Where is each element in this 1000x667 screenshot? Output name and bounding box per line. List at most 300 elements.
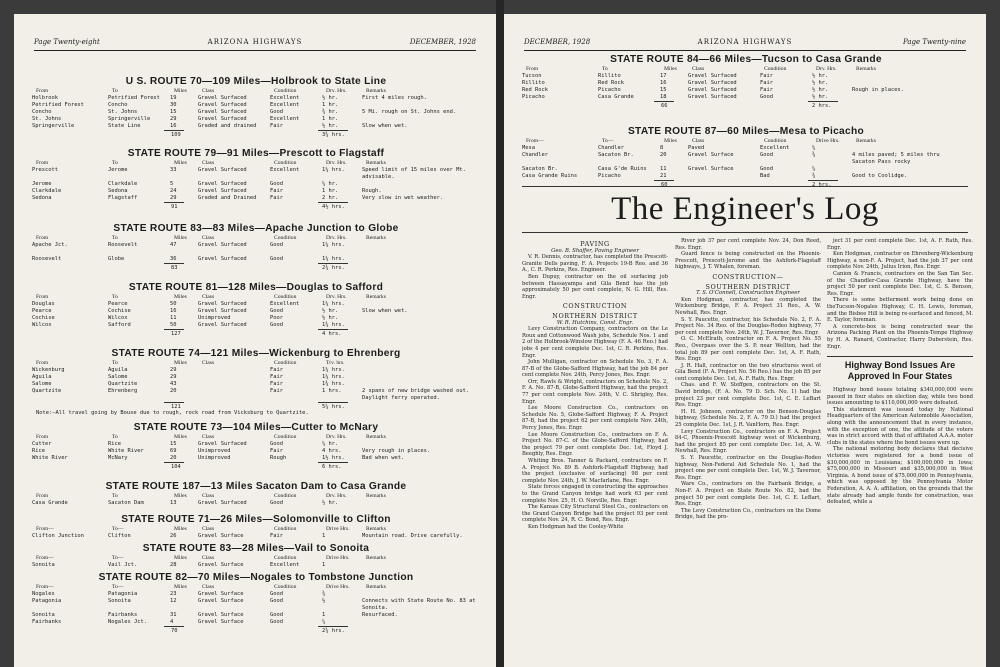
- route-cell: Good: [270, 308, 283, 314]
- route-cell: Casa G'de Ruins: [598, 166, 647, 172]
- header-cell: Condition: [274, 360, 297, 366]
- article-paragraph: S. Y. Paucette, contractor, his Schedule No. 2, F. A. Project No. 34 Reo. of the Douglas-Rodeo highway, 77 per cent complete Nov. 24th, W. J. Tavernor, Res. Engr.: [675, 316, 821, 336]
- route-cell: Fairbanks: [32, 619, 62, 625]
- header-cell: From: [36, 88, 49, 94]
- route-cell: Quartzite: [32, 388, 62, 394]
- route-row: [522, 159, 970, 166]
- route-cell: Paved: [688, 145, 705, 151]
- route-cell: Sacaton Br.: [598, 152, 634, 158]
- article-paragraph: The national motoring body declares that decisive victories were registered for a bond issue of $30,000,000 in Louisiana; $100,000,000 in Iowa; $75,000,000 in Missouri and $35,000,000 in West Virginia. A bond issue of $75,000,000 in Pennsylvania, which was opposed by the Pennsylvania Motor Federation, A. A. A. affiliation, on the grounds that the state already had ample funds for construction, was defeated, while a: [827, 446, 973, 506]
- header-cell: Condition: [274, 526, 297, 532]
- route-cell: Good: [760, 152, 773, 158]
- route-row: [32, 315, 480, 322]
- route-row: [32, 448, 480, 455]
- route-cell: Globe: [108, 256, 125, 262]
- route-cell: 1¼ hrs.: [322, 301, 345, 307]
- route-cell: Bad when wet.: [362, 455, 405, 461]
- route-cell: Resurfaced.: [362, 612, 398, 618]
- route-row: [522, 94, 970, 101]
- header-cell: Remarks: [366, 493, 386, 499]
- route-row: [32, 500, 480, 507]
- route-cell: Wilcox: [32, 322, 52, 328]
- route-cell: Nogales Jct.: [108, 619, 147, 625]
- total-miles: 127: [171, 331, 181, 337]
- route-cell: Slow when wet.: [362, 308, 408, 314]
- header-cell: To: [602, 66, 608, 72]
- route-cell: Casa Grande Ruins: [522, 173, 578, 179]
- route-cell: Rough in places.: [852, 87, 904, 93]
- header-cell: Miles: [174, 526, 187, 532]
- route-cell: 16: [170, 123, 177, 129]
- route-cell: ½ hr.: [812, 87, 829, 93]
- route-cell: 23: [170, 591, 177, 597]
- route-cell: Good: [270, 612, 283, 618]
- route-cell: ¾: [322, 591, 326, 597]
- header-cell: Condition: [274, 235, 297, 241]
- header-cell: Class: [202, 526, 215, 532]
- route-cell: Gravel Surface: [688, 166, 734, 172]
- route-cell: 1¾ hrs.: [322, 322, 345, 328]
- route-cell: 5: [170, 181, 174, 187]
- header-cell: To: [112, 294, 118, 300]
- total-miles: 109: [171, 132, 181, 138]
- header-cell: Remarks: [366, 294, 386, 300]
- total-miles: 70: [171, 628, 178, 634]
- route-header-row: [32, 584, 480, 591]
- article-paragraph: John Mulligan, contractor on Schedule No. 3, F. A. 87-B of the Globe-Safford Highway, had the job 84 per cent complete Nov. 24th, Percy Jones, Res. Engr.: [522, 359, 668, 379]
- route-cell: Sonoita: [32, 562, 55, 568]
- route-cell: Fair: [270, 374, 283, 380]
- route-cell: Very rough in places.: [362, 448, 431, 454]
- route-row: [32, 322, 480, 329]
- header-cell: Class: [202, 493, 215, 499]
- route-cell: Springerville: [32, 123, 75, 129]
- route-cell: St. Johns: [108, 109, 138, 115]
- route-cell: 69: [170, 448, 177, 454]
- route-cell: Chandler: [522, 152, 548, 158]
- route-row: [32, 249, 480, 256]
- route-header-row: [522, 66, 970, 73]
- route-cell: 1½ hrs.: [322, 455, 345, 461]
- header-cell: To: [112, 235, 118, 241]
- route-cell: 29: [170, 374, 177, 380]
- route-row: [32, 381, 480, 388]
- route-cell: Roosevelt: [108, 242, 138, 248]
- left-route-3: [32, 282, 480, 337]
- route-total-row: [32, 130, 480, 138]
- route-header-row: [32, 160, 480, 167]
- route-row: [522, 152, 970, 159]
- header-cell: Miles: [174, 88, 187, 94]
- route-row: [32, 102, 480, 109]
- route-cell: 47: [170, 242, 177, 248]
- route-cell: Fair: [760, 80, 773, 86]
- engineers-log-title: The Engineer's Log: [611, 191, 879, 227]
- route-header-row: [32, 294, 480, 301]
- route-cell: 36: [170, 256, 177, 262]
- route-cell: Clarkdale: [32, 188, 62, 194]
- article-paragraph: V. R. Dennis, contractor, has completed the Prescott-Granite Dells paving, F. A. Projects 19-B Reo. and 36 A., C. R. Perkins, Res. Engineer.: [522, 254, 668, 274]
- right-page: [504, 14, 986, 667]
- total-miles: 60: [661, 182, 668, 188]
- route-cell: Prescott: [32, 167, 58, 173]
- route-cell: 2 hr.: [322, 195, 339, 201]
- route-cell: Safford: [108, 322, 131, 328]
- route-total-row: [32, 263, 480, 271]
- article-paragraph: A concrete-box is being constructed near the Arizona Packing Plant on the Phoenix-Tempe Highway by H. A. Ranard, Contractor, Harry Duberstein, Res. Engr.: [827, 323, 973, 350]
- route-cell: Sonoita: [108, 598, 131, 604]
- header-cell: Miles: [664, 138, 677, 144]
- header-cell: From: [36, 160, 49, 166]
- route-title: STATE ROUTE 82—70 Miles—Nogales to Tombstone Junction: [98, 572, 414, 583]
- left-page-number: Page Twenty-eight: [34, 38, 100, 46]
- route-cell: Slow when wet.: [362, 123, 408, 129]
- route-row: [32, 167, 480, 174]
- route-cell: ½: [322, 598, 326, 604]
- route-cell: Clifton Junction: [32, 533, 84, 539]
- route-cell: Salome: [108, 374, 128, 380]
- route-row: [32, 123, 480, 130]
- route-total-row: [32, 402, 480, 410]
- route-cell: Fair: [270, 195, 283, 201]
- route-cell: ¼ hr.: [322, 441, 339, 447]
- route-cell: 5 Mi. rough on St. Johns end.: [362, 109, 457, 115]
- header-cell: Miles: [174, 555, 187, 561]
- article-paragraph: There is some betterment work being done on theTucson-Nogales Highway, C. H. Lewis, foreman, and the Bisbee Hill is being re-surfaced and fenced, M. E. Taylor, foreman.: [827, 297, 973, 324]
- route-header-row: [32, 360, 480, 367]
- route-cell: Excellent: [270, 301, 300, 307]
- header-cell: From—: [36, 526, 54, 532]
- article-paragraph: Whiting Bros. Tanner & Packard, contractors on F. A. Project No. 89 B. Ashfork-Flagstaff Highway, had the project (exclusive of surfacing) 98 per cent complete Nov. 24th, J. W. Macfarlane, Res. Engr.: [522, 458, 668, 484]
- header-cell: Drv. Hrs.: [816, 66, 837, 72]
- route-cell: Nogales: [32, 591, 55, 597]
- left-route-8: [32, 543, 480, 569]
- header-cell: Trv. hrs.: [326, 360, 345, 366]
- route-total-row: [32, 202, 480, 210]
- route-cell: Good: [270, 242, 283, 248]
- route-cell: State Line: [108, 123, 141, 129]
- header-cell: Condition: [274, 434, 297, 440]
- section-heading: SOUTHERN DISTRICT: [705, 282, 791, 291]
- route-cell: Sonoita: [32, 612, 55, 618]
- route-cell: Graded and drained: [198, 123, 257, 129]
- header-cell: Remarks: [366, 434, 386, 440]
- right-route-1: [522, 126, 970, 188]
- article-paragraph: Ben Dupuy, contractor on the oil surfacing job between Hassayampa and Gila Bend has the job approximately 50 per cent complete, N. G. Hill, Res. Engr.: [522, 273, 668, 300]
- section-heading: CONSTRUCTION: [562, 302, 628, 311]
- total-miles: 66: [661, 103, 668, 109]
- route-cell: Gravel Surfaced: [198, 188, 247, 194]
- route-row: [32, 533, 480, 540]
- header-cell: Condition: [764, 138, 787, 144]
- header-cell: Class: [692, 66, 705, 72]
- route-cell: 28: [170, 562, 177, 568]
- left-route-0: [32, 76, 480, 138]
- header-cell: Miles: [174, 360, 187, 366]
- route-cell: Gravel Surface: [198, 533, 244, 539]
- route-row: [32, 455, 480, 462]
- route-row: [32, 256, 480, 263]
- route-cell: Graded and Drained: [198, 195, 257, 201]
- route-cell: ½ hr.: [322, 95, 339, 101]
- route-cell: Picacho: [598, 173, 621, 179]
- route-cell: 33: [170, 167, 177, 173]
- route-cell: 20: [170, 455, 177, 461]
- header-cell: To: [112, 434, 118, 440]
- route-header-row: [32, 434, 480, 441]
- header-cell: Miles: [174, 584, 187, 590]
- header-cell: Class: [202, 434, 215, 440]
- route-title: STATE ROUTE 79—91 Miles—Prescott to Flagstaff: [127, 148, 385, 159]
- header-cell: Remarks: [856, 66, 876, 72]
- article-paragraph: Ken Hodgman had the Cooley-White: [528, 523, 624, 530]
- route-row: [32, 388, 480, 395]
- route-cell: Good: [270, 500, 283, 506]
- route-cell: Fair: [270, 388, 283, 394]
- route-row: [32, 598, 480, 605]
- left-magazine-name: ARIZONA HIGHWAYS: [207, 38, 303, 46]
- route-cell: Apache Jct.: [32, 242, 68, 248]
- route-cell: Sacaton Br.: [522, 166, 558, 172]
- route-cell: 16: [170, 308, 177, 314]
- route-cell: Gravel Surfaced: [198, 322, 247, 328]
- route-cell: ¾ hr.: [322, 109, 339, 115]
- route-cell: Gravel Surfaced: [198, 242, 247, 248]
- route-cell: advisable.: [362, 174, 395, 180]
- route-cell: Good: [270, 322, 283, 328]
- header-cell: Miles: [174, 493, 187, 499]
- article-paragraph: The Levy Construction Co., contractors on the Dome Bridge, had the pro-: [675, 507, 821, 521]
- route-row: [32, 116, 480, 123]
- route-cell: Petrified Forest: [108, 95, 160, 101]
- header-cell: From: [36, 493, 49, 499]
- route-cell: Sedona: [108, 188, 128, 194]
- route-cell: ¼: [812, 145, 816, 151]
- route-row: [32, 188, 480, 195]
- route-row: [32, 109, 480, 116]
- route-cell: Sacaton Pass rocky: [852, 159, 911, 165]
- section-heading: CONSTRUCTION—: [712, 272, 784, 281]
- header-cell: Drv. Hrs.: [326, 160, 347, 166]
- header-cell: Drive Hrs.: [326, 584, 350, 590]
- route-cell: Gravel Surfaced: [198, 301, 247, 307]
- header-cell: Class: [202, 360, 215, 366]
- route-cell: 11: [660, 166, 667, 172]
- article-paragraph: The Kansas City Structural Steel Co., contractors on the Grand Canyon Bridge had the project 93 per cent complete Nov. 24, R. C. Bond, Res. Engr.: [522, 504, 668, 524]
- route-row: [32, 181, 480, 188]
- header-cell: Miles: [174, 434, 187, 440]
- route-cell: Excellent: [270, 167, 300, 173]
- route-cell: 1: [322, 562, 326, 568]
- header-cell: Class: [202, 88, 215, 94]
- section-heading: NORTHERN DISTRICT: [552, 311, 638, 320]
- route-cell: 50: [170, 301, 177, 307]
- route-cell: Fair: [270, 448, 283, 454]
- route-row: [32, 591, 480, 598]
- route-cell: Rillito: [522, 80, 545, 86]
- route-cell: 8: [660, 145, 664, 151]
- article-paragraph: River job 37 per cent complete Nov. 24, Don Reed, Res. Engr.: [675, 238, 821, 251]
- route-title: U S. ROUTE 70—109 Miles—Holbrook to State Line: [125, 76, 387, 87]
- route-title: STATE ROUTE 71—26 Miles—Solomonville to Clifton: [121, 514, 391, 525]
- route-cell: Petrified Forest: [32, 102, 84, 108]
- route-cell: Poor: [270, 315, 283, 321]
- header-cell: Remarks: [856, 138, 876, 144]
- left-route-4: [32, 348, 480, 417]
- route-cell: Gravel Surfaced: [688, 87, 737, 93]
- route-cell: 29: [170, 367, 177, 373]
- route-cell: Gravel Surfaced: [198, 167, 247, 173]
- article-column-2: [675, 238, 821, 667]
- route-cell: ¼: [322, 619, 326, 625]
- header-cell: From—: [36, 584, 54, 590]
- route-cell: 1 hr.: [322, 116, 339, 122]
- route-cell: 1 hr.: [322, 188, 339, 194]
- header-cell: Condition: [274, 294, 297, 300]
- header-cell: Condition: [274, 493, 297, 499]
- header-cell: Remarks: [366, 88, 386, 94]
- route-cell: Fair: [760, 87, 773, 93]
- article-paragraph: Lee Moore Construction Co., contractors on F. A. Project No. 87-C. of the Globe-Safford Highway, had the project 79 per cent complete Dec. 1st, Floyd J. Beeghly, Res. Engr.: [522, 431, 668, 458]
- route-cell: 1¼ hrs.: [322, 256, 345, 262]
- route-row: [522, 87, 970, 94]
- route-cell: 13: [170, 500, 177, 506]
- route-cell: 1: [322, 612, 326, 618]
- route-title: STATE ROUTE 74—121 Miles—Wickenburg to Ehrenberg: [111, 348, 401, 359]
- right-issue-date: DECEMBER, 1928: [524, 38, 591, 46]
- route-note: Note:—All travel going by Bouse due to rough, rock road from Vicksburg to Quartzite.: [36, 410, 309, 416]
- route-cell: Gravel Surface: [198, 598, 244, 604]
- route-cell: Cochise: [32, 315, 55, 321]
- header-cell: Drv. Hrs.: [326, 294, 347, 300]
- article-paragraph: S. Y. Paucette, contractor on the Douglas-Rodeo highway, Non-Federal Aid Schedule No. 1, had the project one per cent complete Dec. 1st, W. J. Tavernor, Res. Engr.: [675, 455, 821, 481]
- route-total-row: [522, 101, 970, 109]
- route-cell: Red Rock: [522, 87, 548, 93]
- route-cell: Clarkdale: [108, 181, 138, 187]
- header-cell: From: [526, 66, 539, 72]
- route-title: STATE ROUTE 84—66 Miles—Tucson to Casa Grande: [610, 54, 882, 65]
- route-cell: Bad: [760, 173, 770, 179]
- route-cell: Excellent: [270, 562, 300, 568]
- route-row: [522, 166, 970, 173]
- header-cell: From: [36, 235, 49, 241]
- left-running-head: [34, 38, 476, 51]
- route-cell: McNary: [108, 455, 128, 461]
- route-row: [32, 242, 480, 249]
- route-cell: Gravel Surface: [198, 591, 244, 597]
- route-cell: ½ hr.: [812, 80, 829, 86]
- route-cell: Good: [270, 256, 283, 262]
- route-cell: Rough: [270, 455, 287, 461]
- route-cell: Good: [270, 591, 283, 597]
- route-cell: 1 hrs.: [322, 388, 342, 394]
- total-hours: 5¼ hrs.: [322, 404, 345, 410]
- route-cell: 1¼ hrs.: [322, 167, 345, 173]
- route-cell: Vail Jct.: [108, 562, 138, 568]
- route-cell: Chandler: [598, 145, 624, 151]
- article-paragraph: Canion & Francis, contractors on the San Tan Sec. of the Chandler-Casa Grande Highway, have the project 50 per cent complete Dec. 1st, C. S. Benson, Res. Engr.: [827, 270, 973, 297]
- header-cell: Class: [202, 555, 215, 561]
- article-paragraph: Guard fence is being constructed on the Phoenix-Prescott, Prescott-Jerome and the Ashfork-Flagstaff highways, J. T. Whalen, foreman.: [675, 251, 821, 271]
- header-cell: Drive Hrs.: [816, 138, 840, 144]
- route-cell: 4: [170, 619, 174, 625]
- route-cell: Unimproved: [198, 315, 231, 321]
- route-cell: Jerome: [32, 181, 52, 187]
- route-cell: 20: [170, 388, 177, 394]
- route-row: [32, 195, 480, 202]
- route-cell: Good: [270, 619, 283, 625]
- route-cell: Roosevelt: [32, 256, 62, 262]
- header-cell: From: [36, 294, 49, 300]
- route-cell: Salome: [32, 381, 52, 387]
- left-route-5: [32, 422, 480, 470]
- route-cell: Connects with State Route No. 83 at: [362, 598, 476, 604]
- route-title: STATE ROUTE 83—28 Miles—Vail to Sonoita: [142, 543, 370, 554]
- route-cell: 50: [170, 322, 177, 328]
- total-hours: 6 hrs.: [322, 464, 342, 470]
- route-row: [32, 374, 480, 381]
- route-cell: White River: [32, 455, 68, 461]
- header-cell: Remarks: [366, 555, 386, 561]
- route-cell: Sacaton Dam: [108, 500, 144, 506]
- route-cell: Quartzite: [108, 381, 138, 387]
- route-row: [522, 80, 970, 87]
- route-cell: ¼: [812, 166, 816, 172]
- route-row: [32, 395, 480, 402]
- route-cell: Cutter: [32, 441, 52, 447]
- route-row: [522, 173, 970, 180]
- route-cell: 4 miles paved; 5 miles thru: [852, 152, 940, 158]
- header-cell: Miles: [664, 66, 677, 72]
- route-cell: Douglas: [32, 301, 55, 307]
- route-cell: Gravel Surface: [198, 619, 244, 625]
- article-column-3: [827, 238, 973, 667]
- header-cell: Condition: [274, 88, 297, 94]
- route-cell: 18: [660, 94, 667, 100]
- route-cell: Mountain road. Drive carefully.: [362, 533, 463, 539]
- route-row: [522, 73, 970, 80]
- header-cell: Drive Hrs.: [326, 526, 350, 532]
- left-route-2: [32, 223, 480, 271]
- total-hours: 4½ hrs.: [322, 204, 345, 210]
- right-magazine-name: ARIZONA HIGHWAYS: [697, 38, 793, 46]
- left-route-6: [32, 481, 480, 507]
- route-cell: Fairbanks: [108, 612, 138, 618]
- header-cell: From—: [36, 555, 54, 561]
- route-cell: Rice: [32, 448, 45, 454]
- article-paragraph: This statement was issued today by National Headquarters of the American Automobile Association, along with the announcement that in every instance, with the exception of one, the attitude of the voters was in strict accord with that of affiliated A.A.A. motor clubs in the states where the bond issues were up.: [827, 406, 973, 446]
- left-route-1: [32, 148, 480, 210]
- route-cell: Picacho: [522, 94, 545, 100]
- right-page-number: Page Twenty-nine: [902, 38, 966, 46]
- route-cell: Good: [270, 181, 283, 187]
- route-cell: Good to Coolidge.: [852, 173, 908, 179]
- route-cell: First 4 miles rough.: [362, 95, 427, 101]
- route-cell: Patagonia: [108, 591, 138, 597]
- article-paragraph: O. C. McElrath, contractor on F. A. Project No. 55 Reo., Overpass over the S. P. near Wellton, had the total job 89 per cent complete Dec. 1st, A. F. Rath, Res. Engr.: [675, 336, 821, 363]
- route-cell: Good: [270, 441, 283, 447]
- total-hours: 2¾ hrs.: [322, 265, 345, 271]
- route-cell: 15: [660, 87, 667, 93]
- route-cell: Sonoita.: [362, 605, 388, 611]
- route-cell: Fair: [270, 188, 283, 194]
- header-cell: From: [36, 434, 49, 440]
- route-cell: Excellent: [760, 145, 790, 151]
- header-cell: Miles: [174, 294, 187, 300]
- total-hours: 4 hrs.: [322, 331, 342, 337]
- article-paragraph: Highway bond issues totaling $340,000,000 were passed in four states on election day, while two bond issues amounting to $110,000,000 were defeated.: [827, 387, 973, 407]
- route-cell: Casa Grande: [598, 94, 634, 100]
